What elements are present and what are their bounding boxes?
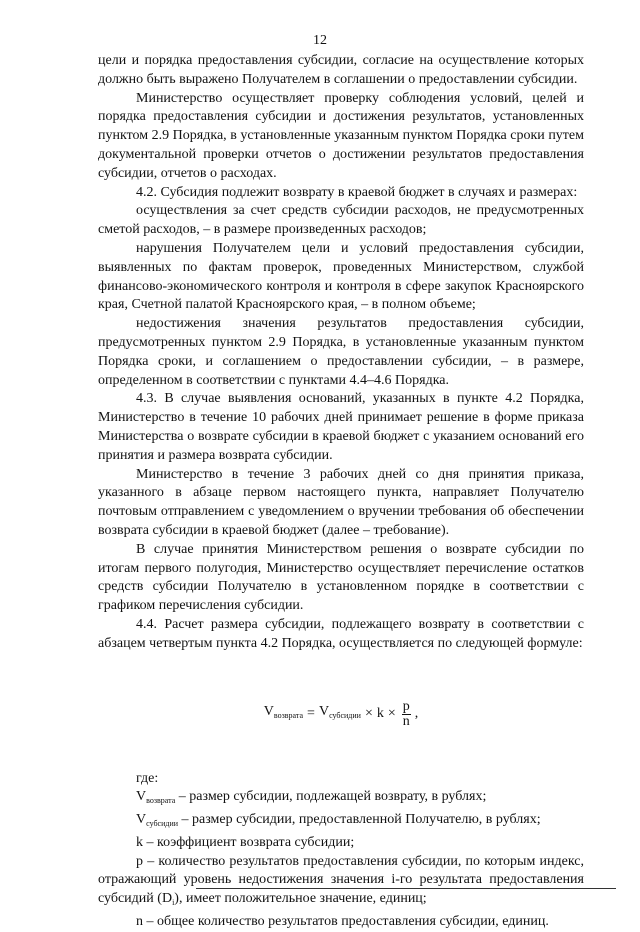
page-number: 12 [313,33,327,48]
definition: $V_{возврата}$ – размер субсидии, подлежащей возврату, в рублях; [136,789,487,806]
definition: $V_{субсидии}$ – размер субсидии, предоставленной Получателю, в рублях; [136,812,541,829]
formula-sub-subsidy: субсидии [329,710,361,720]
formula-numerator: p [402,698,410,714]
definition: p – количество результатов предоставления субсидии, по которым индекс, отражающий уровень недостижения значения i-го результата предоставления субсидий $(D_i)$, имеет положительное значение, единиц; [98,853,584,908]
paragraph: Министерство в течение 3 рабочих дней со дня принятия приказа, указанного в абзаце первом настоящего пункта, направляет Получателю почтовым отправлением с уведомлением о вручении требования об обеспечении возврата субсидии в краевой бюджет (далее – требование). [98,466,584,538]
formula-fraction [402,700,411,729]
formula [98,700,584,740]
where-label: где: [136,770,159,786]
formula-times: × [387,705,396,721]
footer-rule [196,888,616,889]
paragraph: В случае принятия Министерством решения о возврате субсидии по итогам первого полугодия, Министерство осуществляет перечисление остатков средств субсидии Получателю в установленном порядке в соответствии с графиком перечисления субсидии. [98,541,584,614]
paragraph: недостижения значения результатов предоставления субсидии, предусмотренных пунктом 2.9 Порядка, в установленные указанным пунктом Порядка сроки, и соглашением о предоставлении субсидии, – в размере, определенном в соответствии с пунктами 4.4–4.6 Порядка. [98,316,584,388]
formula-v: V [263,703,274,719]
paragraph: нарушения Получателем цели и условий предоставления субсидии, выявленных по фактам проверок, проведенных Министерством, службой финансово-экономического контроля и контроля в сфере закупок Красноярского края, Счетной палатой Красноярского края, – в полном объеме; [98,240,584,313]
formula-sub-return: возврата [273,710,304,720]
formula-times: × [364,705,373,721]
formula-comma: , [414,705,419,721]
definition: n – общее количество результатов предоставления субсидии, единиц. [136,914,549,930]
definition: k – коэффициент возврата субсидии; [136,834,355,850]
formula-eq: = [307,705,315,721]
paragraph: осуществления за счет средств субсидии расходов, не предусмотренных сметой расходов, – в размере произведенных расходов; [98,203,584,238]
formula-denominator: n [402,713,410,729]
paragraph: 4.2. Субсидия подлежит возврату в краевой бюджет в случаях и размерах: [136,184,578,200]
formula-k: k [376,705,384,721]
formula-v: V [318,703,330,719]
paragraph: 4.4. Расчет размера субсидии, подлежащего возврату в соответствии с абзацем четвертым пункта 4.2 Порядка, осуществляется по следующей формуле: [98,616,584,651]
document-body [98,52,584,932]
paragraph: Министерство осуществляет проверку соблюдения условий, целей и порядка предоставления субсидии и достижения результатов, установленных пунктом 2.9 Порядка, в установленные указанным пунктом Порядка сроки путем документальной проверки отчетов о достижении результатов предоставления субсидии, отчетов о расходах. [98,90,584,181]
paragraph: цели и порядка предоставления субсидии, согласие на осуществление которых должно быть выражено Получателем в соглашении о предоставлении субсидии. [98,53,584,87]
paragraph: 4.3. В случае выявления оснований, указанных в пункте 4.2 Порядка, Министерство в течение 10 рабочих дней принимает решение в форме приказа Министерства о возврате субсидии в краевой бюджет с указанием оснований его принятия и размера возврата субсидии. [98,391,584,463]
